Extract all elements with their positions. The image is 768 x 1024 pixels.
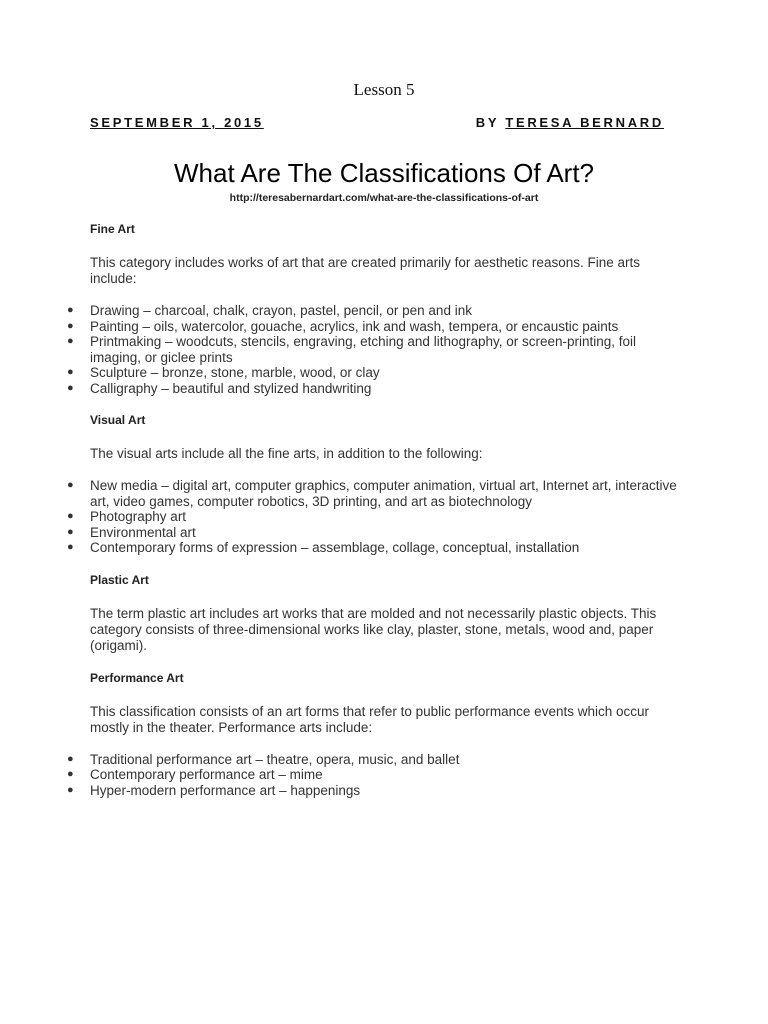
bullet-icon: ● xyxy=(67,335,74,347)
section-heading: Performance Art xyxy=(90,670,184,685)
author-byline xyxy=(476,115,664,130)
bullet-icon: ● xyxy=(67,366,74,378)
list-item-text: Calligraphy – beautiful and stylized handwriting xyxy=(90,380,372,396)
bullet-icon: ● xyxy=(67,319,74,332)
list-item xyxy=(67,478,690,509)
by-label: BY xyxy=(475,115,500,130)
list-item xyxy=(67,540,690,556)
list-item-text: Traditional performance art – theatre, opera, music, and ballet xyxy=(90,751,460,767)
bullet-list xyxy=(67,303,690,396)
list-item xyxy=(67,365,690,381)
list-item-text: Contemporary performance art – mime xyxy=(90,767,323,782)
list-item xyxy=(67,509,690,525)
bullet-icon: ● xyxy=(67,541,74,553)
list-item xyxy=(67,318,690,335)
bullet-list xyxy=(67,751,690,799)
list-item xyxy=(67,380,690,397)
list-item xyxy=(67,767,690,783)
list-item-text: Drawing – charcoal, chalk, crayon, pastel, pencil, or pen and ink xyxy=(90,303,472,318)
list-item xyxy=(67,334,690,365)
section-intro: The visual arts include all the fine arts, in addition to the following: xyxy=(90,446,483,461)
document-body xyxy=(67,221,690,814)
bullet-icon: ● xyxy=(67,510,74,522)
author-name: TERESA BERNARD xyxy=(505,115,664,130)
list-item xyxy=(67,303,690,319)
list-item xyxy=(67,751,690,768)
list-item-text: Sculpture – bronze, stone, marble, wood, or clay xyxy=(90,365,380,380)
bullet-icon: ● xyxy=(67,479,74,491)
list-item xyxy=(67,524,690,541)
list-item-text: Hyper-modern performance art – happenings xyxy=(90,782,361,798)
section-heading: Plastic Art xyxy=(90,572,149,587)
byline-row xyxy=(90,115,664,133)
section-intro: This category includes works of art that are created primarily for aesthetic reasons. Fine arts include: xyxy=(90,255,640,286)
publish-date: SEPTEMBER 1, 2015 xyxy=(90,115,264,130)
section-heading: Fine Art xyxy=(90,222,135,236)
list-item-text: Environmental art xyxy=(90,524,196,540)
list-item-text: Painting – oils, watercolor, gouache, acrylics, ink and wash, tempera, or encaustic paints xyxy=(90,318,619,334)
bullet-icon: ● xyxy=(67,304,74,316)
bullet-icon: ● xyxy=(67,783,74,796)
bullet-icon: ● xyxy=(67,768,74,780)
section-intro: The term plastic art includes art works that are molded and not necessarily plastic objects. This category consists of three-dimensional works like clay, plaster, stone, metals, wood and, paper (origami). xyxy=(90,605,657,653)
list-item-text: Printmaking – woodcuts, stencils, engraving, etching and lithography, or screen-printing, foil imaging, or giclee prints xyxy=(90,334,637,365)
section-heading: Visual Art xyxy=(90,413,146,427)
list-item-text: Photography art xyxy=(90,509,187,524)
source-url: http://teresabernardart.com/what-are-the-classifications-of-art xyxy=(229,192,539,204)
bullet-list xyxy=(67,478,690,556)
section-intro: This classification consists of an art forms that refer to public performance events which occur mostly in the theater. Performance arts include: xyxy=(90,703,649,735)
bullet-icon: ● xyxy=(67,525,74,538)
list-item-text: New media – digital art, computer graphics, computer animation, virtual art, Internet art, interactive art, video games, computer robotics, 3D printing, and art as biotechnology xyxy=(90,478,677,509)
document-title: What Are The Classifications Of Art? xyxy=(173,158,595,188)
bullet-icon: ● xyxy=(67,752,74,765)
list-item xyxy=(67,782,690,799)
lesson-label: Lesson 5 xyxy=(353,80,415,99)
bullet-icon: ● xyxy=(67,381,74,394)
list-item-text: Contemporary forms of expression – assemblage, collage, conceptual, installation xyxy=(90,540,580,555)
